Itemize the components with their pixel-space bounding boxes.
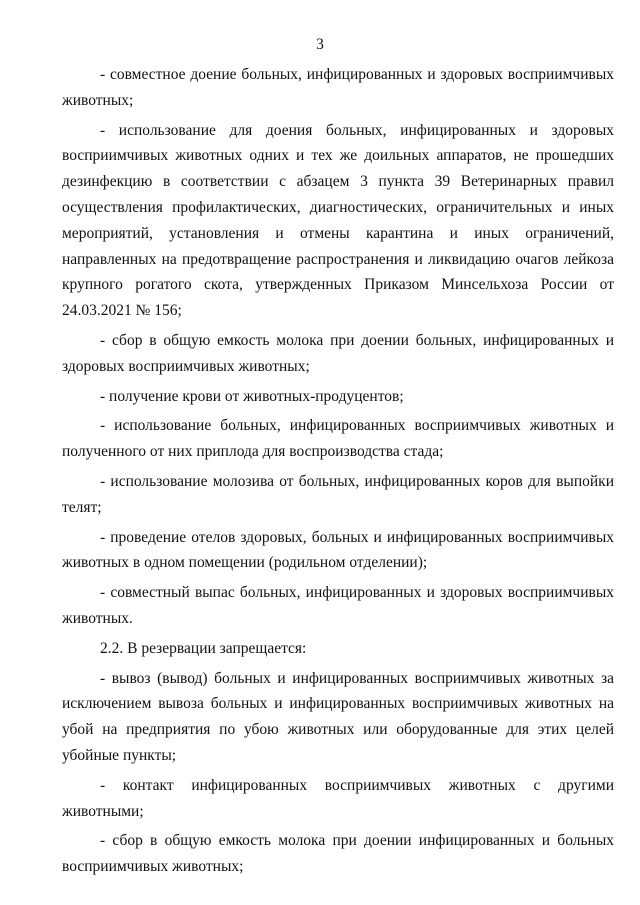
paragraph-joint-milking: - совместное доение больных, инфицированных и здоровых восприимчивых животных; [62, 66, 614, 109]
paragraph-colostrum-feeding: - использование молозива от больных, инфицированных коров для выпойки телят; [62, 472, 614, 516]
section-heading-2-2: 2.2. В резервации запрещается: [100, 639, 307, 657]
paragraph-joint-grazing: - совместный выпас больных, инфицированных и здоровых восприимчивых животных. [62, 584, 614, 627]
page-number: 3 [316, 36, 324, 53]
paragraph-shared-milking-machines: - использование для доения больных, инфицированных и здоровых восприимчивых животных одних и тех же доильных аппаратов, не прошедших дезинфекцию в соответствии с абзацем 3 пункта 39 Ветеринарных правил осуществления профилактических, диагностических, ограничительных и иных мероприятий, установления и отмены карантина и иных ограничений, направленных на предотвращение распространения и ликвидацию очагов лейкоза крупного рогатого скота, утвержденных Приказом Минсельхоза России от 24.03.2021 № 156; [62, 121, 614, 320]
document-body [62, 62, 614, 880]
paragraph-removal-of-animals: - вывоз (вывод) больных и инфицированных восприимчивых животных за исключением вывоза больных и инфицированных восприимчивых животных на убой на предприятия по убою животных или оборудованные для этих целей убойные пункты; [62, 669, 614, 764]
paragraph-contact-with-animals: - контакт инфицированных восприимчивых животных с другими животными; [62, 776, 614, 820]
paragraph-milk-collection-reservation: - сбор в общую емкость молока при доении инфицированных и больных восприимчивых животных; [62, 832, 614, 876]
paragraph-herd-reproduction: - использование больных, инфицированных восприимчивых животных и полученного от них приплода для воспроизводства стада; [62, 417, 614, 461]
paragraph-milk-collection: - сбор в общую емкость молока при доении больных, инфицированных и здоровых восприимчивых животных; [62, 331, 614, 375]
paragraph-blood-from-sires: - получение крови от животных-продуцентов; [100, 387, 404, 405]
paragraph-calving-same-room: - проведение отелов здоровых, больных и инфицированных восприимчивых животных в одном помещении (родильном отделении); [62, 528, 614, 572]
